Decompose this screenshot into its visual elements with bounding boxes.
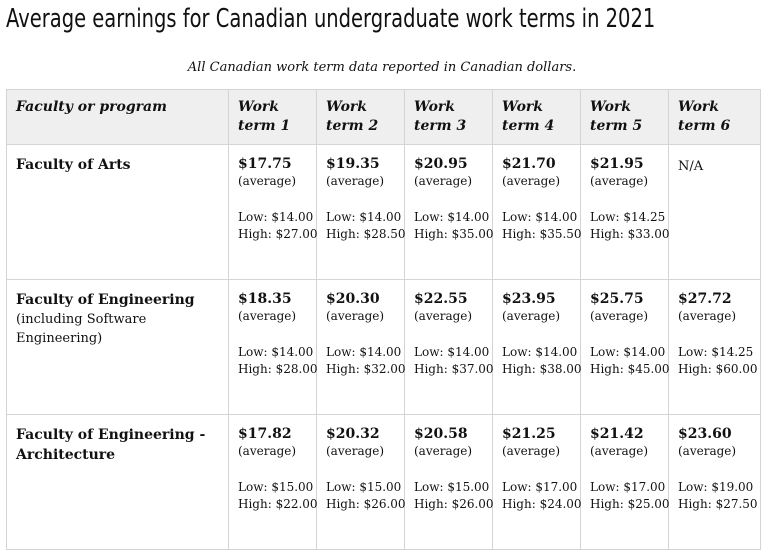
header-faculty: Faculty or program <box>7 90 229 145</box>
low-value: Low: $14.00 <box>414 210 490 224</box>
average-value: $22.55 <box>414 291 468 307</box>
low-value: Low: $19.00 <box>678 480 754 494</box>
header-work-term-6: Work term 6 <box>669 90 761 145</box>
average-label: (average) <box>238 174 297 188</box>
table-row <box>7 415 761 550</box>
average-label: (average) <box>414 444 473 458</box>
table-caption: All Canadian work term data reported in Canadian dollars. <box>187 60 577 75</box>
earnings-table <box>6 89 761 550</box>
low-value: Low: $14.00 <box>326 210 402 224</box>
low-value: Low: $15.00 <box>326 480 402 494</box>
work-term-2-cell <box>317 415 405 550</box>
average-value: $20.95 <box>414 156 468 172</box>
average-value: $21.25 <box>502 426 556 442</box>
work-term-6-cell <box>669 280 761 415</box>
faculty-cell <box>7 280 229 415</box>
low-value: Low: $17.00 <box>590 480 666 494</box>
average-value: $21.70 <box>502 156 556 172</box>
average-value: $20.30 <box>326 291 380 307</box>
faculty-cell <box>7 145 229 280</box>
average-label: (average) <box>326 444 385 458</box>
work-term-1-cell <box>229 145 317 280</box>
low-value: Low: $17.00 <box>502 480 578 494</box>
header-work-term-2: Work term 2 <box>317 90 405 145</box>
average-label: (average) <box>502 174 561 188</box>
average-label: (average) <box>590 174 649 188</box>
high-value: High: $27.00 <box>238 227 318 241</box>
page-title: Average earnings for Canadian undergraduate work terms in 2021 <box>6 4 656 34</box>
low-value: Low: $15.00 <box>414 480 490 494</box>
faculty-name: Faculty of Arts <box>16 157 131 173</box>
header-work-term-4: Work term 4 <box>493 90 581 145</box>
average-value: $23.95 <box>502 291 556 307</box>
high-value: High: $28.50 <box>326 227 406 241</box>
average-value: $20.32 <box>326 426 380 442</box>
average-value: $21.42 <box>590 426 644 442</box>
high-value: High: $25.00 <box>590 497 670 511</box>
average-label: (average) <box>238 444 297 458</box>
high-value: High: $22.00 <box>238 497 318 511</box>
work-term-6-cell <box>669 415 761 550</box>
high-value: High: $26.00 <box>414 497 494 511</box>
low-value: Low: $14.00 <box>502 210 578 224</box>
high-value: High: $60.00 <box>678 362 758 376</box>
high-value: High: $28.00 <box>238 362 318 376</box>
average-label: (average) <box>678 444 737 458</box>
average-value: $17.82 <box>238 426 292 442</box>
table-row <box>7 280 761 415</box>
high-value: High: $24.00 <box>502 497 582 511</box>
high-value: High: $35.00 <box>414 227 494 241</box>
average-label: (average) <box>414 174 473 188</box>
high-value: High: $32.00 <box>326 362 406 376</box>
not-available-text: N/A <box>678 159 704 174</box>
average-value: $21.95 <box>590 156 644 172</box>
work-term-6-cell <box>669 145 761 280</box>
average-label: (average) <box>590 444 649 458</box>
low-value: Low: $14.00 <box>414 345 490 359</box>
average-label: (average) <box>502 444 561 458</box>
header-work-term-3: Work term 3 <box>405 90 493 145</box>
header-work-term-5: Work term 5 <box>581 90 669 145</box>
work-term-4-cell <box>493 145 581 280</box>
low-value: Low: $14.00 <box>502 345 578 359</box>
work-term-1-cell <box>229 280 317 415</box>
average-value: $23.60 <box>678 426 732 442</box>
work-term-4-cell <box>493 415 581 550</box>
average-label: (average) <box>678 309 737 323</box>
work-term-1-cell <box>229 415 317 550</box>
work-term-2-cell <box>317 280 405 415</box>
work-term-2-cell <box>317 145 405 280</box>
high-value: High: $33.00 <box>590 227 670 241</box>
average-value: $17.75 <box>238 156 292 172</box>
faculty-cell <box>7 415 229 550</box>
work-term-5-cell <box>581 415 669 550</box>
average-label: (average) <box>238 309 297 323</box>
average-label: (average) <box>590 309 649 323</box>
high-value: High: $27.50 <box>678 497 758 511</box>
high-value: High: $37.00 <box>414 362 494 376</box>
faculty-note: (including Software Engineering) <box>16 312 147 346</box>
average-label: (average) <box>502 309 561 323</box>
average-value: $20.58 <box>414 426 468 442</box>
low-value: Low: $14.25 <box>590 210 666 224</box>
average-value: $25.75 <box>590 291 644 307</box>
average-value: $18.35 <box>238 291 292 307</box>
work-term-3-cell <box>405 415 493 550</box>
low-value: Low: $14.00 <box>238 345 314 359</box>
low-value: Low: $14.25 <box>678 345 754 359</box>
average-value: $19.35 <box>326 156 380 172</box>
work-term-4-cell <box>493 280 581 415</box>
low-value: Low: $14.00 <box>326 345 402 359</box>
header-work-term-1: Work term 1 <box>229 90 317 145</box>
table-body <box>7 145 761 550</box>
low-value: Low: $15.00 <box>238 480 314 494</box>
high-value: High: $38.00 <box>502 362 582 376</box>
high-value: High: $35.50 <box>502 227 582 241</box>
table-row <box>7 145 761 280</box>
average-label: (average) <box>326 309 385 323</box>
table-header-row <box>7 90 761 145</box>
work-term-3-cell <box>405 145 493 280</box>
average-value: $27.72 <box>678 291 732 307</box>
faculty-name: Faculty of Engineering <box>16 292 195 308</box>
low-value: Low: $14.00 <box>590 345 666 359</box>
high-value: High: $45.00 <box>590 362 670 376</box>
average-label: (average) <box>326 174 385 188</box>
average-label: (average) <box>414 309 473 323</box>
faculty-name: Faculty of Engineering - Architecture <box>16 427 206 463</box>
low-value: Low: $14.00 <box>238 210 314 224</box>
work-term-3-cell <box>405 280 493 415</box>
work-term-5-cell <box>581 145 669 280</box>
work-term-5-cell <box>581 280 669 415</box>
high-value: High: $26.00 <box>326 497 406 511</box>
